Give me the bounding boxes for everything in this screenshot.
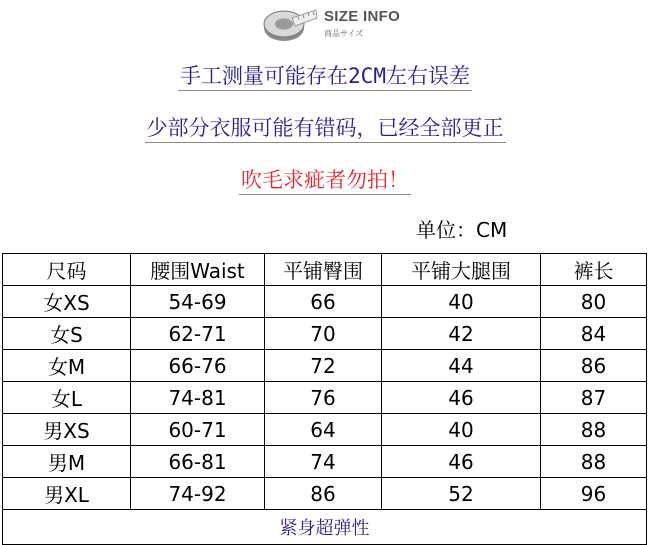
cell-size: 女XS: [3, 286, 131, 318]
cell-length: 87: [541, 382, 647, 414]
cell-hip: 66: [265, 286, 382, 318]
note-text: 手工测量可能存在2CM左右误差: [178, 64, 472, 91]
header-length: 裤长: [541, 254, 647, 286]
measuring-tape-icon: [262, 4, 318, 44]
cell-waist: 74-92: [131, 478, 265, 510]
cell-thigh: 46: [382, 446, 541, 478]
cell-thigh: 52: [382, 478, 541, 510]
cell-thigh: 46: [382, 382, 541, 414]
cell-length: 86: [541, 350, 647, 382]
cell-waist: 66-81: [131, 446, 265, 478]
cell-hip: 70: [265, 318, 382, 350]
cell-length: 84: [541, 318, 647, 350]
cell-thigh: 42: [382, 318, 541, 350]
cell-size: 女S: [3, 318, 131, 350]
table-row: [3, 414, 647, 446]
note-text: 吹毛求疵者勿拍！: [239, 168, 411, 195]
table-row: [3, 350, 647, 382]
cell-size: 男M: [3, 446, 131, 478]
table-row: [3, 478, 647, 510]
table-row: [3, 382, 647, 414]
cell-length: 88: [541, 446, 647, 478]
cell-waist: 60-71: [131, 414, 265, 446]
cell-hip: 64: [265, 414, 382, 446]
cell-length: 96: [541, 478, 647, 510]
cell-thigh: 40: [382, 286, 541, 318]
header-thigh: 平铺大腿围: [382, 254, 541, 286]
table-footer-row: [3, 510, 647, 545]
table-header-row: [3, 254, 647, 286]
cell-hip: 74: [265, 446, 382, 478]
note-text: 少部分衣服可能有错码，已经全部更正: [145, 116, 506, 143]
header-hip: 平铺臀围: [265, 254, 382, 286]
cell-waist: 54-69: [131, 286, 265, 318]
cell-hip: 86: [265, 478, 382, 510]
cell-length: 88: [541, 414, 647, 446]
cell-size: 男XS: [3, 414, 131, 446]
header-size: 尺码: [3, 254, 131, 286]
stretch-note: 紧身超弹性: [3, 510, 647, 545]
size-info-header: [262, 2, 432, 46]
cell-size: 男XL: [3, 478, 131, 510]
warning-note: [0, 164, 650, 194]
table-row: [3, 446, 647, 478]
header-waist: 腰围Waist: [131, 254, 265, 286]
cell-hip: 76: [265, 382, 382, 414]
size-table: [2, 253, 647, 545]
table-row: [3, 318, 647, 350]
cell-thigh: 44: [382, 350, 541, 382]
cell-size: 女L: [3, 382, 131, 414]
table-row: [3, 286, 647, 318]
measurement-note: [0, 60, 650, 90]
cell-waist: 62-71: [131, 318, 265, 350]
cell-hip: 72: [265, 350, 382, 382]
brand-title: SIZE INFO: [324, 8, 401, 25]
cell-length: 80: [541, 286, 647, 318]
cell-waist: 74-81: [131, 382, 265, 414]
cell-thigh: 40: [382, 414, 541, 446]
cell-size: 女M: [3, 350, 131, 382]
unit-label: 单位：CM: [416, 218, 508, 242]
size-correction-note: [0, 112, 650, 142]
cell-waist: 66-76: [131, 350, 265, 382]
brand-subtitle: 商品サイズ: [324, 29, 364, 38]
